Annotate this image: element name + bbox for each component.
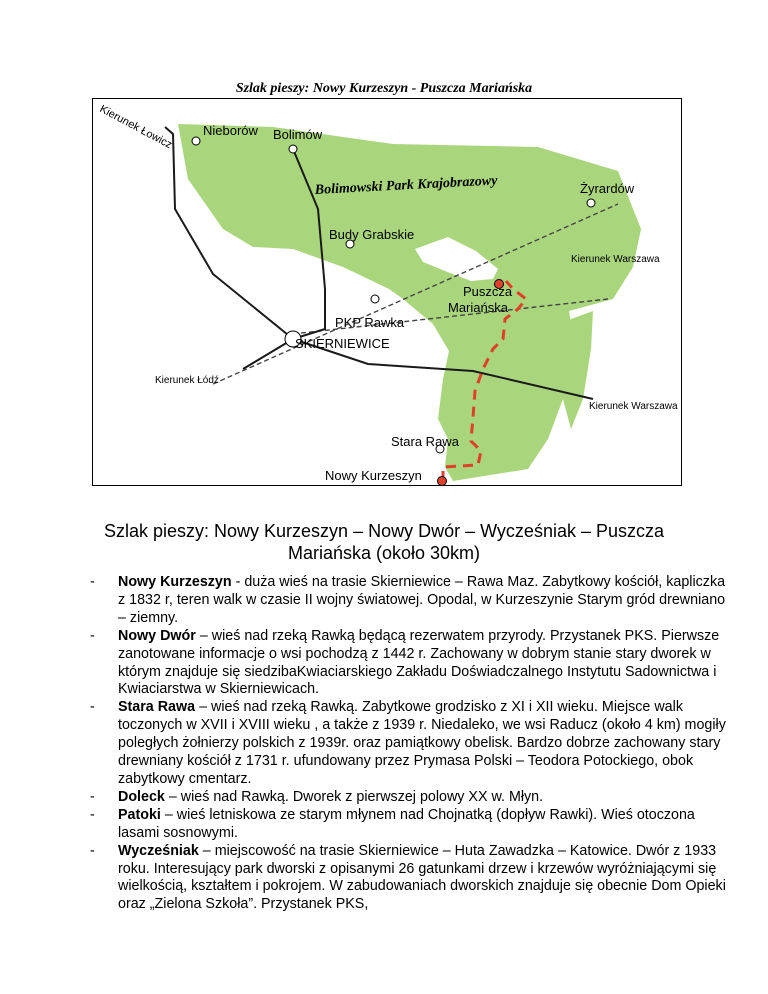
pkp-rawka-label: PKP Rawka [335, 315, 405, 330]
nieborow-label: Nieborów [203, 123, 258, 138]
list-item [90, 807, 730, 843]
kierunek-warszawa-label-1: Kierunek Warszawa [571, 254, 660, 265]
list-dash: - [90, 806, 95, 823]
kierunek-lowicz-label: Kierunek Łowicz [97, 103, 174, 152]
park-name-label: Bolimowski Park Krajobrazowy [314, 173, 498, 198]
item-text: – wieś nad rzeką Rawką będącą rezerwatem przyrody. Przystanek PKS. Pierwsze zanotowane informacje o wsi pochodzą z 1442 r. Zachowany w dobrym stanie stary dworek w którym znajduje się siedzibaKwiaciarskiego Zakładu Doświadczalnego Instytutu Sadownictwa i Kwiaciarstwa w Skierniewicach. [118, 627, 720, 698]
stara-rawa-label: Stara Rawa [391, 434, 459, 449]
list-dash: - [90, 699, 95, 716]
item-name: Nowy Kurzeszyn [118, 574, 232, 590]
route-heading: Szlak pieszy: Nowy Kurzeszyn – Nowy Dwór – Wycześniak – Puszcza Mariańska (około 30km) [103, 521, 665, 563]
kierunek-lodz-label: Kierunek Łódź [155, 375, 219, 386]
bolimow-marker [289, 145, 297, 153]
list-item [90, 789, 730, 807]
item-text: – wieś nad Rawką. Dworek z pierwszej polowy XX w. Młyn. [164, 788, 544, 805]
puszcza-label-line1: Puszcza [463, 284, 513, 299]
kierunek-warszawa-label-2: Kierunek Warszawa [589, 401, 678, 412]
item-text: – wieś letniskowa ze starym młynem nad Chojnatką (dopływ Rawki). Wieś otoczona lasami sosnowymi. [118, 806, 695, 841]
budy-grabskie-label: Budy Grabskie [329, 227, 415, 242]
village-list [90, 574, 730, 914]
bolimow-label: Bolimów [273, 127, 323, 142]
list-dash: - [90, 574, 95, 590]
list-dash: - [90, 627, 95, 644]
nowy-kurzeszyn-label: Nowy Kurzeszyn [325, 468, 422, 483]
item-name: Nowy Dwór [118, 627, 196, 644]
list-dash: - [90, 788, 95, 805]
item-name: Stara Rawa [118, 699, 196, 716]
skierniewice-label: SKIERNIEWICE [295, 336, 390, 351]
list-item [90, 843, 730, 915]
road-lodz [243, 339, 293, 369]
list-item [90, 699, 730, 789]
item-name: Patoki [118, 806, 161, 823]
list-item [90, 574, 730, 628]
list-dash: - [90, 842, 95, 859]
map-caption: Szlak pieszy: Nowy Kurzeszyn - Puszcza Mariańska [235, 81, 533, 96]
item-text: – miejscowość na trasie Skierniewice – Huta Zawadzka – Katowice. Dwór z 1933 roku. Interesujący park dworski z opisanymi 26 gatunkami drzew i krzewów wyróżniającymi się wielkością, kształtem i pokrojem. W zabudowaniach dworskich znajduje się obecnie Dom Opieki oraz „Zielona Szkoła”. Przystanek PKS, [118, 842, 726, 913]
nowy-kurzeszyn-marker [438, 477, 447, 486]
item-text: - duża wieś na trasie Skierniewice – Rawa Maz. Zabytkowy kościół, kapliczka z 1832 r, teren walk w czasie II wojny światowej. Opodal, w Kurzeszynie Starym gród drewniano – ziemny. [118, 574, 726, 626]
item-name: Doleck [118, 788, 165, 805]
item-text: – wieś nad rzeką Rawką. Zabytkowe grodzisko z XI i XII wieku. Miejsce walk toczonych w XVII i XVIII wieku , a także z 1939 r. Niedaleko, we wsi Raducz (około 4 km) mogiły poległych żołnierzy polskich z 1939r. oraz pamiątkowy obelisk. Bardzo dobrze zachowany stary drewniany kościół z 1731 r. ufundowany przez Prymasa Polski – Teodora Potockiego, obok zabytkowy cmentarz. [118, 699, 726, 787]
zyrardow-marker [587, 199, 595, 207]
trail-map [92, 98, 682, 486]
nieborow-marker [192, 137, 200, 145]
puszcza-label-line2: Mariańska [448, 300, 508, 315]
list-item [90, 628, 730, 700]
zyrardow-label: Żyrardów [580, 181, 635, 196]
item-name: Wycześniak [118, 842, 199, 859]
pkp-rawka-marker [371, 295, 379, 303]
